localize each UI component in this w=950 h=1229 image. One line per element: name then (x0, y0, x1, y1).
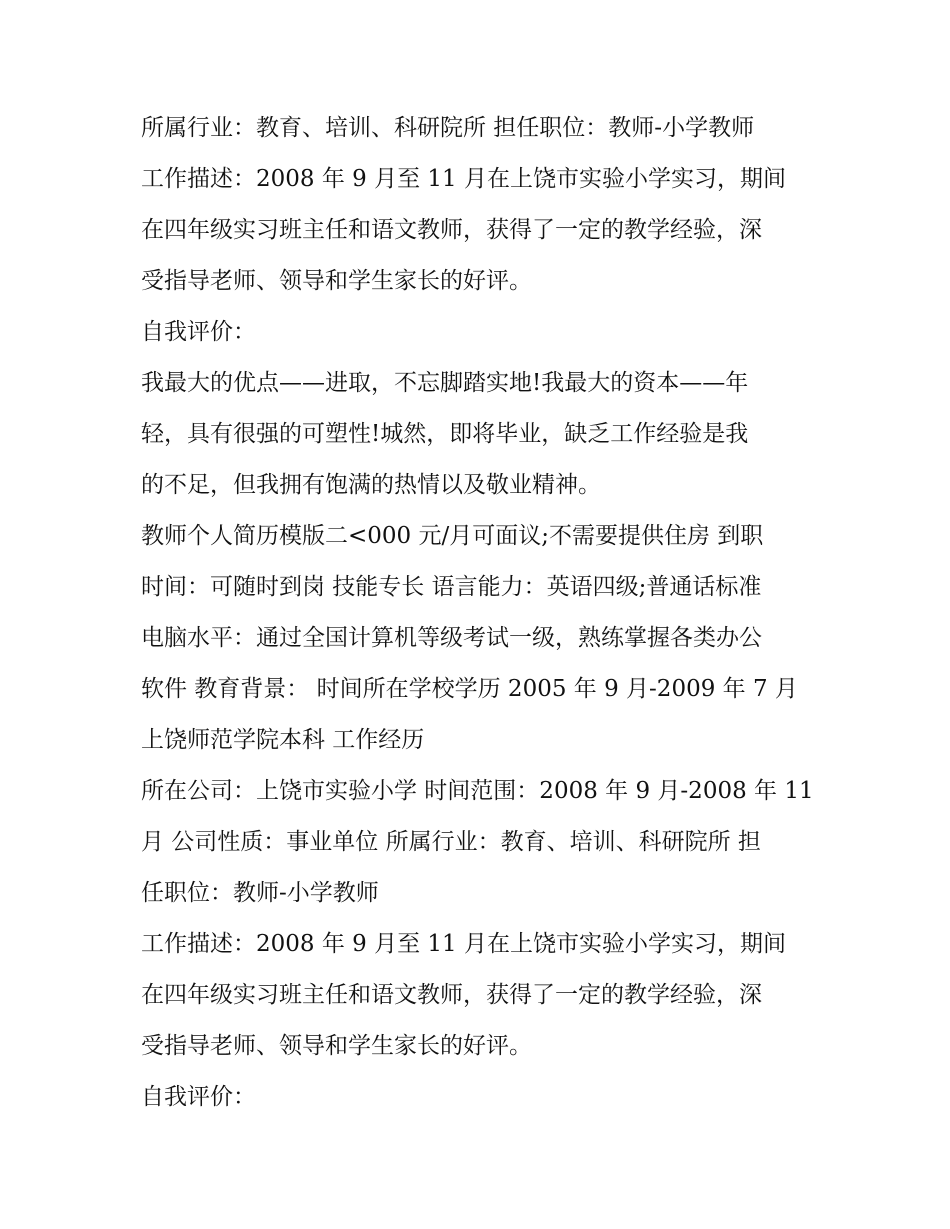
text-line: 上饶师范学院本科 工作经历 (141, 727, 425, 753)
text-line: 工作描述：2008 年 9 月至 11 月在上饶市实验小学实习，期间 (141, 931, 786, 957)
text-line: 在四年级实习班主任和语文教师，获得了一定的教学经验，深 (141, 982, 762, 1008)
text-line: 任职位：教师-小学教师 (141, 880, 379, 906)
text-line: 教师个人简历模版二<000 元/月可面议;不需要提供住房 到职 (141, 523, 764, 549)
text-line: 电脑水平：通过全国计算机等级考试一级，熟练掌握各类办公 (141, 625, 762, 651)
text-line: 在四年级实习班主任和语文教师，获得了一定的教学经验，深 (141, 217, 762, 243)
text-line: 受指导老师、领导和学生家长的好评。 (141, 1033, 532, 1059)
text-line: 软件 教育背景： 时间所在学校学历 2005 年 9 月-2009 年 7 月 (141, 676, 798, 702)
text-line: 所属行业：教育、培训、科研院所 担任职位：教师-小学教师 (141, 115, 755, 141)
text-line: 我最大的优点——进取，不忘脚踏实地!我最大的资本——年 (141, 370, 749, 396)
text-line: 受指导老师、领导和学生家长的好评。 (141, 268, 532, 294)
section-heading: 自我评价： (141, 1084, 256, 1110)
text-line: 的不足，但我拥有饱满的热情以及敬业精神。 (141, 472, 601, 498)
text-line: 所在公司：上饶市实验小学 时间范围：2008 年 9 月-2008 年 11 (141, 778, 814, 804)
section-heading: 自我评价： (141, 319, 256, 345)
text-line: 轻，具有很强的可塑性!城然，即将毕业，缺乏工作经验是我 (141, 421, 749, 447)
document-body (141, 103, 821, 1123)
text-line: 月 公司性质：事业单位 所属行业：教育、培训、科研院所 担 (141, 829, 761, 855)
text-line: 时间：可随时到岗 技能专长 语言能力：英语四级;普通话标准 (141, 574, 762, 600)
text-line: 工作描述：2008 年 9 月至 11 月在上饶市实验小学实习，期间 (141, 166, 786, 192)
